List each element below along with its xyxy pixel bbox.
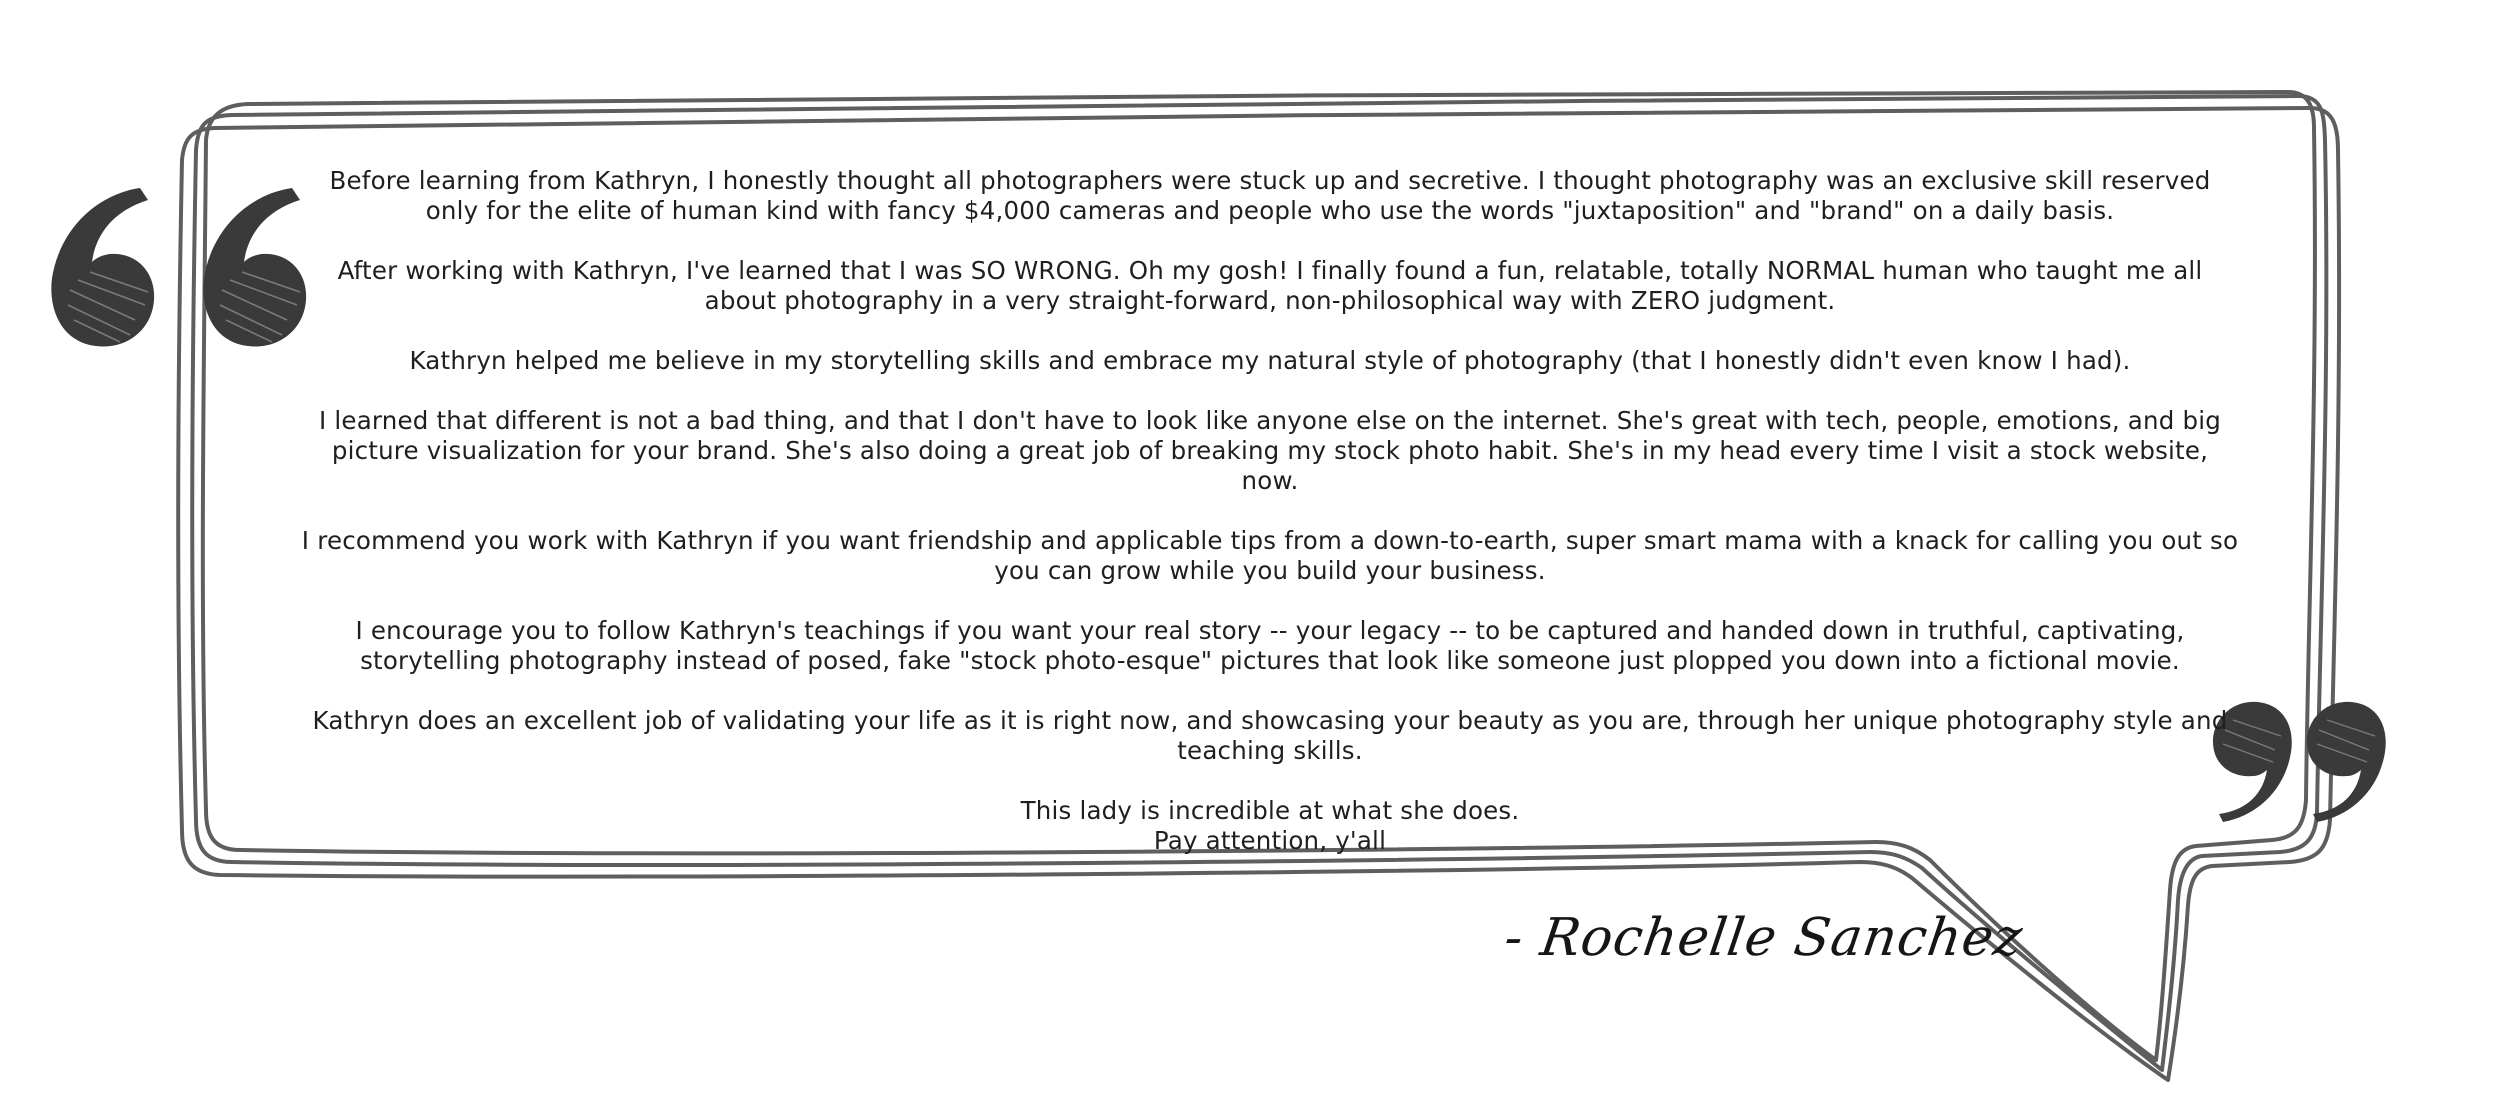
testimonial-text [300,166,2240,856]
closing-line-1: This lady is incredible at what she does. [1020,796,1520,825]
author-signature: - Rochelle Sanchez [1500,908,2027,968]
open-quote-icon [40,180,320,360]
testimonial-paragraph: I encourage you to follow Kathryn's teachings if you want your real story -- your legacy -- to be captured and handed down in truthful, captivating, storytelling photography instead of posed, fake "stock photo-esque" pictures that look like someone just plopped you down into a fictional movie. [355,616,2185,675]
testimonial-paragraph: After working with Kathryn, I've learned that I was SO WRONG. Oh my gosh! I finally found a fun, relatable, totally NORMAL human who taught me all about photography in a very straight-forward, non-philosophical way with ZERO judgment. [337,256,2203,315]
testimonial-paragraph: I recommend you work with Kathryn if you want friendship and applicable tips from a down-to-earth, super smart mama with a knack for calling you out so you can grow while you build your business. [301,526,2239,585]
testimonial-paragraph: I learned that different is not a bad thing, and that I don't have to look like anyone else on the internet. She's great with tech, people, emotions, and big picture visualization for your brand. She's also doing a great job of breaking my stock photo habit. She's in my head every time I visit a stock website, now. [319,406,2221,495]
testimonial-paragraph: Kathryn helped me believe in my storytelling skills and embrace my natural style of photography (that I honestly didn't even know I had). [409,346,2131,375]
testimonial-paragraph: Kathryn does an excellent job of validating your life as it is right now, and showcasing your beauty as you are, through her unique photography style and teaching skills. [312,706,2228,765]
testimonial-paragraph: Before learning from Kathryn, I honestly thought all photographers were stuck up and secretive. I thought photography was an exclusive skill reserved only for the elite of human kind with fancy $4,000 cameras and people who use the words "juxtaposition" and "brand" on a daily basis. [329,166,2211,225]
closing-line [300,796,2240,856]
closing-line-2: Pay attention, y'all [1153,826,1387,855]
